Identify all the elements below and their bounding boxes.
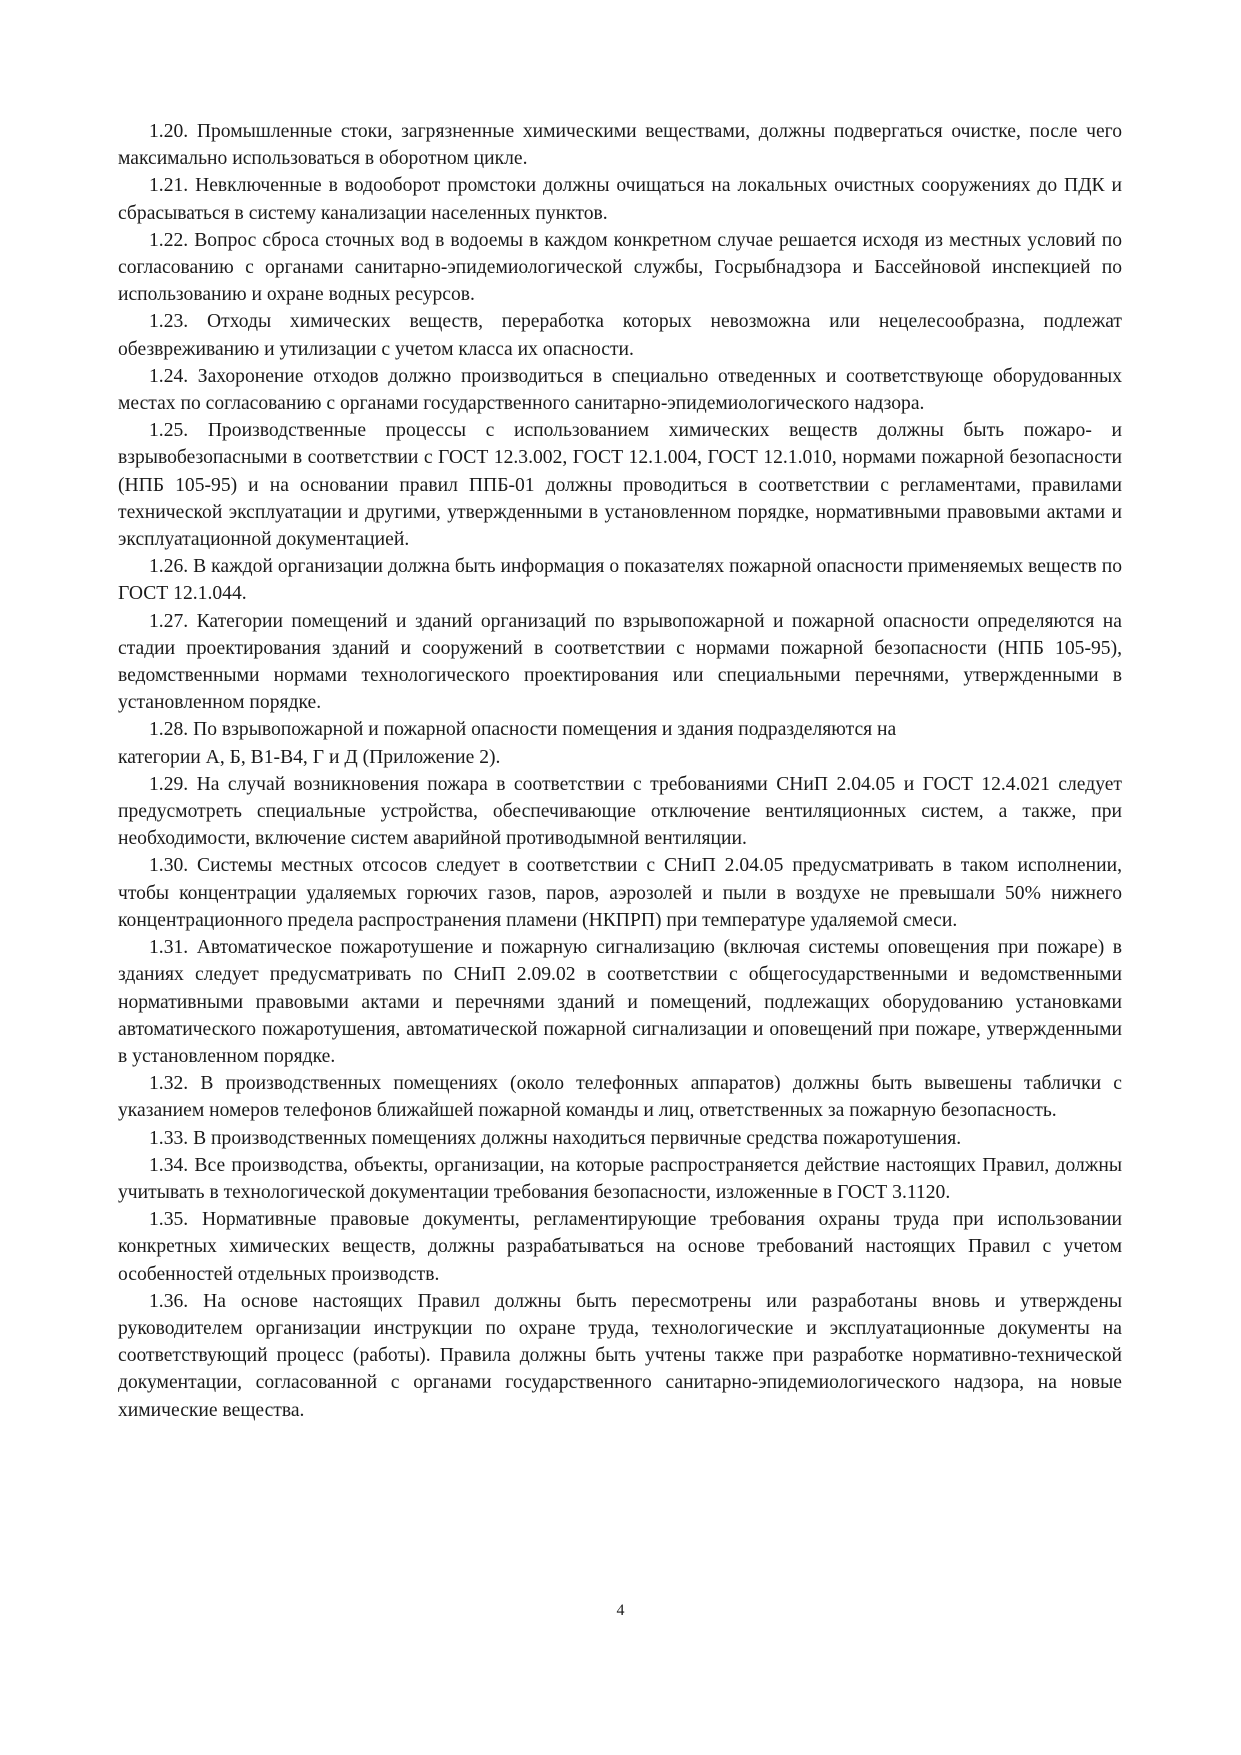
paragraph-1-36: 1.36. На основе настоящих Правил должны быть пересмотрены или разработаны вновь и утверждены руководителем организации инструкции по охране труда, технологические и эксплуатационные документы на соответствующий процесс (работы). Правила должны быть учтены также при разработке нормативно-технической документации, согласованной с органами государственного санитарно-эпидемиологического надзора, на новые химические вещества. (118, 1290, 1122, 1421)
paragraph-1-35: 1.35. Нормативные правовые документы, регламентирующие требования охраны труда при использовании конкретных химических веществ, должны разрабатываться на основе требований настоящих Правил с учетом особенностей отдельных производств. (118, 1209, 1122, 1285)
paragraph-1-25: 1.25. Производственные процессы с использованием химических веществ должны быть пожаро- и взрывобезопасными в соответствии с ГОСТ 12.3.002, ГОСТ 12.1.004, ГОСТ 12.1.010, нормами пожарной безопасности (НПБ 105-95) и на основании правил ППБ-01 должны проводиться в соответствии с регламентами, правилами технической эксплуатации и другими, утвержденными в установленном порядке, нормативными правовыми актами и эксплуатационной документацией. (118, 420, 1122, 551)
paragraph-1-22: 1.22. Вопрос сброса сточных вод в водоемы в каждом конкретном случае решается исходя из местных условий по согласованию с органами санитарно-эпидемиологической службы, Госрыбнадзора и Бассейновой инспекцией по использованию и охране водных ресурсов. (118, 229, 1122, 306)
paragraph-1-28: 1.28. По взрывопожарной и пожарной опасности помещения и здания подразделяются на категории А, Б, В1-В4, Г и Д (Приложение 2). (118, 719, 897, 768)
paragraph-1-33: 1.33. В производственных помещениях должны находиться первичные средства пожаротушения. (149, 1127, 962, 1149)
document-body (118, 118, 1122, 1424)
paragraph-1-31: 1.31. Автоматическое пожаротушение и пожарную сигнализацию (включая системы оповещения при пожаре) в зданиях следует предусматривать по СНиП 2.09.02 в соответствии с общегосударственными и ведомственными нормативными правовыми актами и перечнями зданий и помещений, подлежащих оборудованию установками автоматического пожаротушения, автоматической пожарной сигнализации и оповещений при пожаре, утвержденными в установленном порядке. (118, 937, 1122, 1067)
paragraph-1-30: 1.30. Системы местных отсосов следует в соответствии с СНиП 2.04.05 предусматривать в таком исполнении, чтобы концентрации удаляемых горючих газов, паров, аэрозолей и пыли в воздухе не превышали 50% нижнего концентрационного предела распространения пламени (НКПРП) при температуре удаляемой смеси. (118, 855, 1122, 931)
paragraph-1-26: 1.26. В каждой организации должна быть информация о показателях пожарной опасности применяемых веществ по ГОСТ 12.1.044. (118, 556, 1122, 605)
paragraph-1-24: 1.24. Захоронение отходов должно производиться в специально отведенных и соответствующе оборудованных местах по согласованию с органами государственного санитарно-эпидемиологического надзора. (118, 365, 1122, 415)
paragraph-1-27: 1.27. Категории помещений и зданий организаций по взрывопожарной и пожарной опасности определяются на стадии проектирования зданий и сооружений в соответствии с нормами пожарной безопасности (НПБ 105-95), ведомственными нормами технологического проектирования или специальными перечнями, утвержденными в установленном порядке. (118, 610, 1122, 714)
paragraph-1-21: 1.21. Невключенные в водооборот промстоки должны очищаться на локальных очистных сооружениях до ПДК и сбрасываться в систему канализации населенных пунктов. (118, 175, 1122, 224)
paragraph-1-34: 1.34. Все производства, объекты, организации, на которые распространяется действие настоящих Правил, должны учитывать в технологической документации требования безопасности, изложенные в ГОСТ 3.1120. (118, 1154, 1122, 1203)
paragraph-1-29: 1.29. На случай возникновения пожара в соответствии с требованиями СНиП 2.04.05 и ГОСТ 12.4.021 следует предусмотреть специальные устройства, обеспечивающие отключение вентиляционных систем, а также, при необходимости, включение систем аварийной противодымной вентиляции. (118, 773, 1122, 850)
paragraph-1-20: 1.20. Промышленные стоки, загрязненные химическими веществами, должны подвергаться очистке, после чего максимально использоваться в оборотном цикле. (118, 121, 1122, 170)
paragraph-1-32: 1.32. В производственных помещениях (около телефонных аппаратов) должны быть вывешены таблички с указанием номеров телефонов ближайшей пожарной команды и лиц, ответственных за пожарную безопасность. (118, 1073, 1122, 1122)
page-number: 4 (616, 1602, 625, 1619)
paragraph-1-23: 1.23. Отходы химических веществ, переработка которых невозможна или нецелесообразна, подлежат обезвреживанию и утилизации с учетом класса их опасности. (118, 311, 1122, 360)
